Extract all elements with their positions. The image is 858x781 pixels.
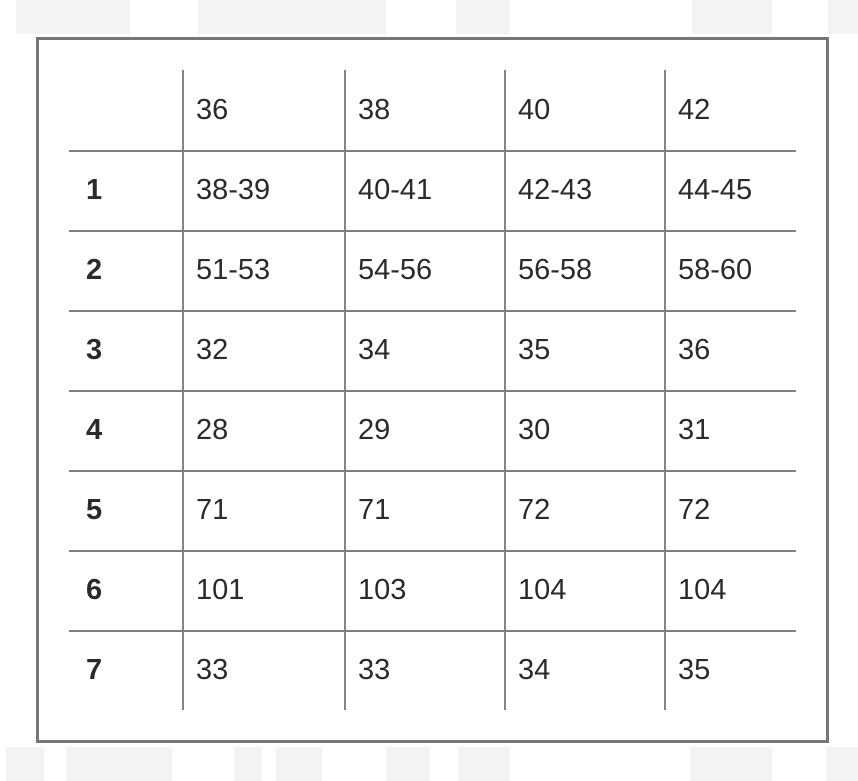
column-header-40: 40 [518, 93, 551, 126]
table-cell: 104 [518, 573, 567, 606]
table-cell: 44-45 [678, 173, 753, 206]
page-edge-artifact [690, 747, 772, 781]
table-cell: 72 [518, 493, 551, 526]
table-cell: 33 [196, 653, 229, 686]
table-cell: 72 [678, 493, 711, 526]
row-separator-5 [69, 470, 796, 472]
page-edge-artifact [16, 0, 130, 34]
table-cell: 34 [358, 333, 391, 366]
table-cell: 32 [196, 333, 229, 366]
table-cell: 58-60 [678, 253, 753, 286]
page-edge-artifact [826, 747, 858, 781]
table-cell: 30 [518, 413, 551, 446]
table-cell: 28 [196, 413, 229, 446]
page-edge-artifact [458, 747, 510, 781]
table-content-area [69, 70, 796, 710]
column-header-36: 36 [196, 93, 229, 126]
table-cell: 71 [358, 493, 391, 526]
table-cell: 33 [358, 653, 391, 686]
page-edge-artifact [66, 747, 128, 781]
table-cell: 29 [358, 413, 391, 446]
table-cell: 56-58 [518, 253, 593, 286]
row-label: 5 [86, 493, 103, 526]
table-cell: 35 [678, 653, 711, 686]
table-cell: 104 [678, 573, 727, 606]
table-cell: 42-43 [518, 173, 593, 206]
table-cell: 31 [678, 413, 711, 446]
header-corner-cell [69, 70, 182, 150]
row-separator-4 [69, 390, 796, 392]
table-cell: 51-53 [196, 253, 271, 286]
table-cell: 103 [358, 573, 407, 606]
table-cell: 38-39 [196, 173, 271, 206]
page-edge-artifact [128, 747, 172, 781]
top-edge-artifact-strip [0, 0, 858, 34]
row-separator-2 [69, 230, 796, 232]
row-separator-3 [69, 310, 796, 312]
page-edge-artifact [234, 747, 262, 781]
row-label: 3 [86, 333, 103, 366]
row-separator-6 [69, 550, 796, 552]
column-header-38: 38 [358, 93, 391, 126]
page-edge-artifact [828, 0, 858, 34]
row-label: 6 [86, 573, 103, 606]
bottom-edge-artifact-strip [0, 747, 858, 781]
page-edge-artifact [198, 0, 386, 34]
table-cell: 36 [678, 333, 711, 366]
row-separator-7 [69, 630, 796, 632]
column-header-42: 42 [678, 93, 711, 126]
row-label: 1 [86, 173, 103, 206]
table-cell: 54-56 [358, 253, 433, 286]
size-chart-table [36, 37, 829, 743]
page-edge-artifact [386, 747, 430, 781]
table-cell: 101 [196, 573, 245, 606]
table-cell: 40-41 [358, 173, 433, 206]
row-separator-1 [69, 150, 796, 152]
page-edge-artifact [456, 0, 510, 34]
table-cell: 35 [518, 333, 551, 366]
row-label: 7 [86, 653, 103, 686]
table-cell: 71 [196, 493, 229, 526]
row-label: 4 [86, 413, 103, 446]
page-edge-artifact [276, 747, 322, 781]
table-cell: 34 [518, 653, 551, 686]
page-edge-artifact [6, 747, 44, 781]
row-label: 2 [86, 253, 103, 286]
page-edge-artifact [692, 0, 772, 34]
